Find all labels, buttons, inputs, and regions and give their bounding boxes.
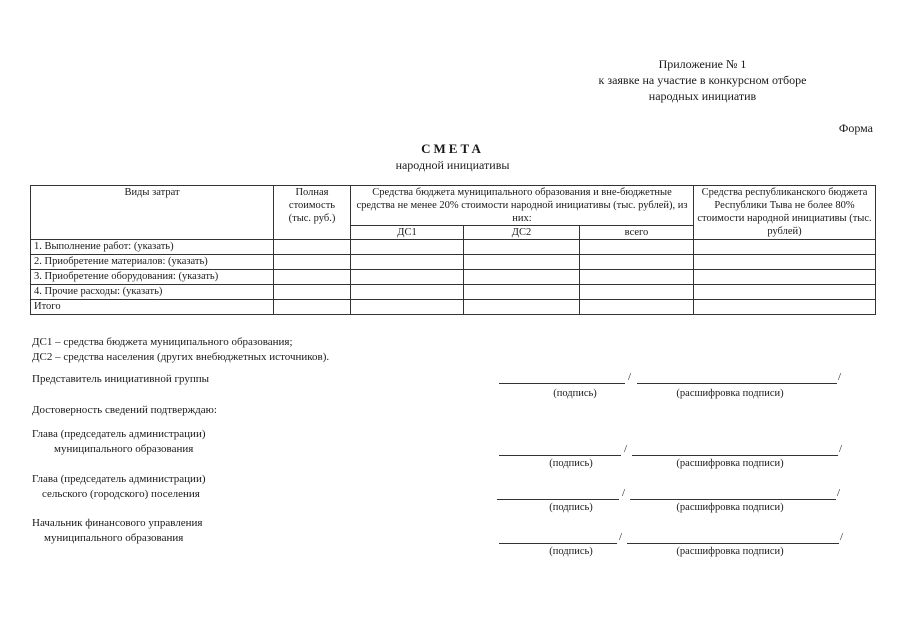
table-row-total	[31, 300, 876, 315]
table-header-row	[31, 186, 876, 226]
row-label: Итого	[31, 300, 274, 315]
header-cost-type: Виды затрат	[31, 186, 274, 240]
subheader-ds1: ДС1	[351, 226, 464, 240]
appendix-line-3: народных инициатив	[648, 89, 757, 103]
table-row	[31, 240, 876, 255]
head-municipal-label	[32, 427, 206, 457]
row-label: 4. Прочие расходы: (указать)	[31, 285, 274, 300]
signature-line[interactable]	[499, 455, 621, 456]
appendix-line-1: Приложение № 1	[658, 57, 747, 71]
slash: /	[628, 371, 632, 383]
subheader-total: всего	[580, 226, 694, 240]
caption-decoding: (расшифровка подписи)	[676, 546, 784, 557]
table-row	[31, 270, 876, 285]
head-rural-label	[32, 472, 206, 502]
row-label: 2. Приобретение материалов: (указать)	[31, 255, 274, 270]
decoding-line[interactable]	[627, 543, 839, 544]
caption-signature: (подпись)	[549, 546, 593, 557]
representative-label: Представитель инициативной группы	[32, 373, 209, 385]
table-row	[31, 255, 876, 270]
slash: /	[838, 371, 842, 383]
slash: /	[619, 531, 623, 543]
form-label: Форма	[838, 121, 873, 135]
head-rural-line-1: Глава (председатель администрации)	[32, 473, 206, 485]
header-republic-funds: Средства республиканского бюджета Республики Тыва не более 80% стоимости народной инициативы (тыс. рублей)	[694, 186, 876, 240]
estimate-table	[30, 185, 876, 315]
head-municipal-line-1: Глава (председатель администрации)	[32, 428, 206, 440]
caption-signature: (подпись)	[553, 388, 597, 399]
table-row	[31, 285, 876, 300]
finance-head-line-2: муниципального образования	[44, 532, 184, 544]
appendix-block	[540, 56, 865, 104]
document-subtitle: народной инициативы	[395, 158, 510, 172]
caption-decoding: (расшифровка подписи)	[676, 388, 784, 399]
finance-head-label	[32, 516, 202, 546]
row-label: 3. Приобретение оборудования: (указать)	[31, 270, 274, 285]
appendix-line-2: к заявке на участие в конкурсном отборе	[598, 73, 807, 87]
confirm-label: Достоверность сведений подтверждаю:	[32, 404, 217, 416]
subheader-ds2: ДС2	[464, 226, 580, 240]
document-title: СМЕТА	[421, 141, 484, 156]
slash: /	[622, 487, 626, 499]
finance-head-line-1: Начальник финансового управления	[32, 517, 203, 529]
note-ds1: ДС1 – средства бюджета муниципального образования;	[32, 336, 293, 348]
slash: /	[837, 487, 841, 499]
head-rural-line-2: сельского (городского) поселения	[42, 488, 200, 500]
slash: /	[839, 443, 843, 455]
caption-signature: (подпись)	[549, 502, 593, 513]
slash: /	[840, 531, 844, 543]
caption-decoding: (расшифровка подписи)	[676, 458, 784, 469]
decoding-line[interactable]	[632, 455, 838, 456]
decoding-line[interactable]	[637, 383, 837, 384]
signature-line[interactable]	[499, 543, 617, 544]
caption-decoding: (расшифровка подписи)	[676, 502, 784, 513]
header-municipal-funds: Средства бюджета муниципального образования и вне-бюджетные средства не менее 20% стоимости народной инициативы (тыс. рублей), из них:	[351, 186, 694, 226]
caption-signature: (подпись)	[549, 458, 593, 469]
signature-line[interactable]	[499, 383, 625, 384]
note-ds2: ДС2 – средства населения (других внебюджетных источников).	[32, 351, 330, 363]
head-municipal-line-2: муниципального образования	[54, 443, 194, 455]
header-full-cost: Полная стоимость (тыс. руб.)	[274, 186, 351, 240]
row-label: 1. Выполнение работ: (указать)	[31, 240, 274, 255]
decoding-line[interactable]	[630, 499, 836, 500]
slash: /	[624, 443, 628, 455]
signature-line[interactable]	[497, 499, 619, 500]
